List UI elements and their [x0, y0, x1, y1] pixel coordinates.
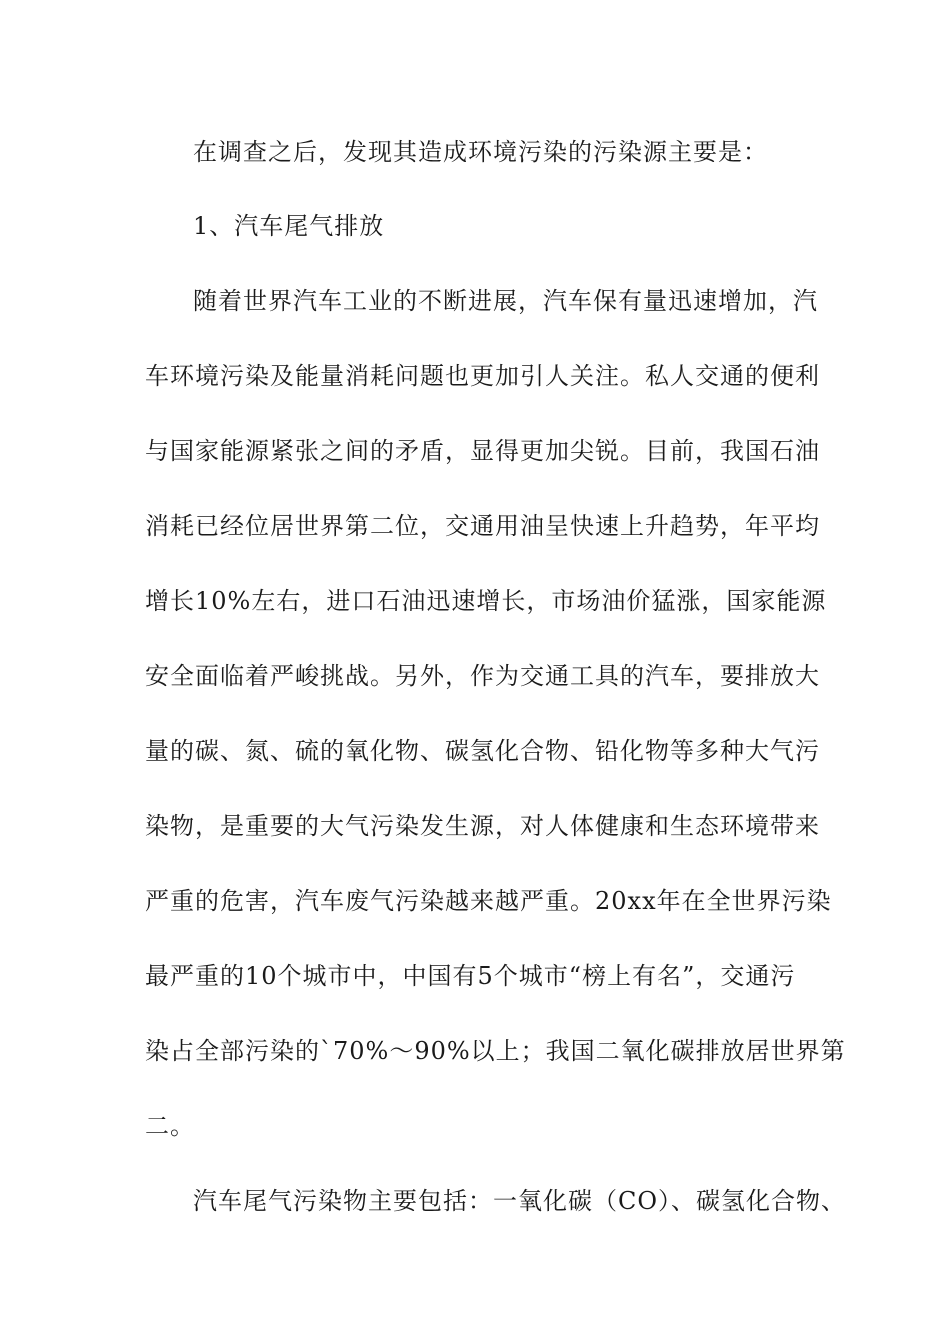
paragraph-line: 增长10%左右，进口石油迅速增长，市场油价猛涨，国家能源 — [145, 587, 827, 615]
paragraph-line: 车环境污染及能量消耗问题也更加引人关注。私人交通的便利 — [145, 362, 820, 390]
paragraph-line: 量的碳、氮、硫的氧化物、碳氢化合物、铅化物等多种大气污 — [145, 737, 820, 765]
paragraph-line: 消耗已经位居世界第二位，交通用油呈快速上升趋势，年平均 — [145, 512, 820, 540]
paragraph-line: 二。 — [145, 1112, 195, 1140]
section-heading: 1、汽车尾气排放 — [193, 212, 385, 240]
paragraph-line: 最严重的10个城市中，中国有5个城市“榜上有名”，交通污 — [145, 962, 796, 990]
paragraph-line: 汽车尾气污染物主要包括：一氧化碳（CO）、碳氢化合物、 — [193, 1187, 847, 1215]
paragraph-line: 严重的危害，汽车废气污染越来越严重。20xx年在全世界污染 — [145, 887, 832, 915]
paragraph-line: 与国家能源紧张之间的矛盾，显得更加尖锐。目前，我国石油 — [145, 437, 820, 465]
paragraph-intro-line: 在调查之后，发现其造成环境污染的污染源主要是： — [193, 138, 768, 166]
paragraph-line: 染物，是重要的大气污染发生源，对人体健康和生态环境带来 — [145, 812, 820, 840]
paragraph-line: 随着世界汽车工业的不断进展，汽车保有量迅速增加，汽 — [193, 287, 818, 315]
paragraph-line: 染占全部污染的`70%～90%以上；我国二氧化碳排放居世界第 — [145, 1037, 846, 1065]
paragraph-line: 安全面临着严峻挑战。另外，作为交通工具的汽车，要排放大 — [145, 662, 820, 690]
